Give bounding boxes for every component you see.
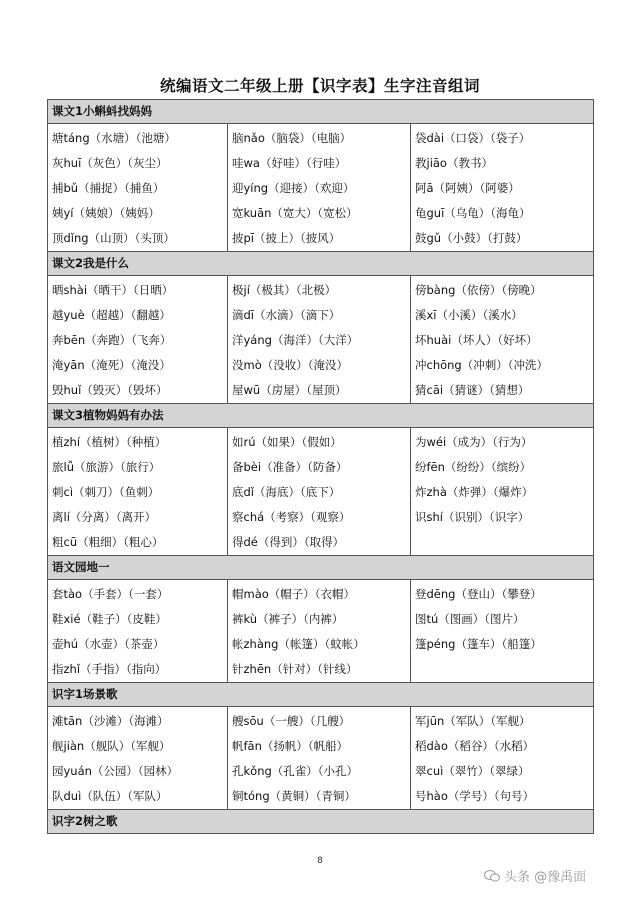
section-heading: 课文1小蝌蚪找妈妈	[48, 100, 594, 124]
character-entry: 孔kǒng（孔雀）（小孔）	[232, 764, 359, 778]
character-entry: 炸zhà（炸弹）（爆炸）	[415, 485, 534, 499]
section-header-row	[48, 810, 594, 834]
character-entry: 灰huī（灰色）（灰尘）	[52, 156, 168, 170]
character-entry: 帆fān（扬帆）（帆船）	[232, 739, 349, 753]
entry-column	[48, 124, 228, 252]
section-body-row	[48, 580, 594, 683]
character-entry: 植zhí（植树）（种植）	[52, 435, 167, 449]
character-entry: 奔bēn（奔跑）（飞奔）	[52, 333, 172, 347]
character-entry: 迎yíng（迎接）（欢迎）	[232, 181, 355, 195]
character-entry: 披pī（披上）（披风）	[232, 231, 341, 245]
entry-column	[228, 428, 411, 556]
character-entry: 鞋xié（鞋子）（皮鞋）	[52, 612, 167, 626]
character-entry: 教jiāo（教书）	[415, 156, 493, 170]
character-entry: 离lí（分离）（离开）	[52, 510, 157, 524]
character-entry: 帐zhàng（帐篷）（蚊帐）	[232, 637, 365, 651]
character-entry: 洋yáng（海洋）（大洋）	[232, 333, 359, 347]
character-entry: 猜cāi（猜谜）（猜想）	[415, 383, 530, 397]
entry-column	[411, 707, 594, 810]
character-entry: 溪xī（小溪）（溪水）	[415, 308, 523, 322]
character-entry: 刺cì（刺刀）（鱼刺）	[52, 485, 160, 499]
character-entry: 如rú（如果）（假如）	[232, 435, 342, 449]
section-header-row	[48, 556, 594, 580]
entry-column	[411, 580, 594, 683]
character-table	[47, 99, 594, 834]
character-entry: 袋dài（口袋）（袋子）	[415, 131, 531, 145]
character-entry: 冲chōng（冲刺）（冲洗）	[415, 358, 548, 372]
section-header-row	[48, 252, 594, 276]
section-heading: 识字1场景歌	[48, 683, 594, 707]
character-entry: 帽mào（帽子）（衣帽）	[232, 587, 356, 601]
character-entry: 淹yān（淹死）（淹没）	[52, 358, 171, 372]
entry-column	[48, 276, 228, 404]
entry-column	[48, 428, 228, 556]
character-entry: 毁huǐ（毁灭）（毁坏）	[52, 383, 168, 397]
character-entry: 宽kuān（宽大）（宽松）	[232, 206, 358, 220]
document-title: 统编语文二年级上册【识字表】生字注音组词	[159, 76, 480, 95]
section-header-row	[48, 100, 594, 124]
entry-column	[411, 276, 594, 404]
character-entry: 滩tān（沙滩）（海滩）	[52, 714, 169, 728]
entry-column	[228, 707, 411, 810]
character-entry: 滴dī（水滴）（滴下）	[232, 308, 341, 322]
section-heading: 课文2我是什么	[48, 252, 594, 276]
character-entry: 屋wū（房屋）（屋顶）	[232, 383, 347, 397]
character-entry: 捕bǔ（捕捉）（捕鱼）	[52, 181, 165, 195]
character-entry: 得dé（得到）（取得）	[232, 535, 345, 549]
entry-column	[48, 580, 228, 683]
entry-column	[228, 276, 411, 404]
character-entry: 为wéi（成为）（行为）	[415, 435, 533, 449]
character-entry: 哇wa（好哇）（行哇）	[232, 156, 347, 170]
character-entry: 纷fēn（纷纷）（缤纷）	[415, 460, 532, 474]
character-entry: 识shí（识别）（识字）	[415, 510, 530, 524]
section-body-row	[48, 124, 594, 252]
character-entry: 阿ā（阿姨）（阿婆）	[415, 181, 520, 195]
character-entry: 极jí（极其）（北极）	[232, 283, 337, 297]
character-entry: 晒shài（晒干）（日晒）	[52, 283, 174, 297]
character-entry: 登dēng（登山）（攀登）	[415, 587, 542, 601]
character-entry: 察chá（考察）（观察）	[232, 510, 351, 524]
section-body-row	[48, 276, 594, 404]
character-entry: 脑nǎo（脑袋）（电脑）	[232, 131, 352, 145]
section-body-row	[48, 707, 594, 810]
character-entry: 针zhēn（针对）（针线）	[232, 662, 358, 676]
entry-column	[411, 124, 594, 252]
character-entry: 龟guī（乌龟）（海龟）	[415, 206, 531, 220]
character-entry: 粗cū（粗细）（粗心）	[52, 535, 164, 549]
character-entry: 姨yí（姨娘）（姨妈）	[52, 206, 160, 220]
character-entry: 园yuán（公园）（园林）	[52, 764, 179, 778]
entry-column	[48, 707, 228, 810]
section-heading: 课文3植物妈妈有办法	[48, 404, 594, 428]
character-entry: 壶hú（水壶）（茶壶）	[52, 637, 165, 651]
section-body-row	[48, 428, 594, 556]
character-entry: 旅lǚ（旅游）（旅行）	[52, 460, 161, 474]
character-entry: 底dǐ（海底）（底下）	[232, 485, 341, 499]
wechat-icon	[484, 870, 500, 882]
entry-column	[228, 580, 411, 683]
section-header-row	[48, 683, 594, 707]
character-entry: 套tào（手套）（一套）	[52, 587, 169, 601]
character-entry: 稻dào（稻谷）（水稻）	[415, 739, 535, 753]
entry-column	[411, 428, 594, 556]
watermark-text: 头条 @豫禹面	[504, 870, 587, 885]
character-entry: 傍bàng（依傍）（傍晚）	[415, 283, 542, 297]
section-heading: 语文园地一	[48, 556, 594, 580]
character-entry: 队duì（队伍）（军队）	[52, 789, 168, 803]
character-entry: 鼓gǔ（小鼓）（打鼓）	[415, 231, 528, 245]
character-entry: 军jūn（军队）（军舰）	[415, 714, 531, 728]
character-entry: 翠cuì（翠竹）（翠绿）	[415, 764, 530, 778]
character-entry: 坏huài（坏人）（好坏）	[415, 333, 538, 347]
character-entry: 塘táng（水塘）（池塘）	[52, 131, 176, 145]
character-entry: 号hào（学号）（句号）	[415, 789, 535, 803]
character-entry: 没mò（没收）（淹没）	[232, 358, 348, 372]
character-entry: 越yuè（超越）（翻越）	[52, 308, 171, 322]
character-entry: 指zhǐ（手指）（指向）	[52, 662, 167, 676]
character-entry: 篷péng（篷车）（船篷）	[415, 637, 542, 651]
character-entry: 顶dǐng（山顶）（头顶）	[52, 231, 175, 245]
character-entry: 图tú（图画）（图片）	[415, 612, 525, 626]
character-entry: 舰jiàn（舰队）（军舰）	[52, 739, 171, 753]
watermark	[484, 866, 586, 885]
character-entry: 备bèi（准备）（防备）	[232, 460, 348, 474]
entry-column	[228, 124, 411, 252]
character-entry: 艘sōu（一艘）（几艘）	[232, 714, 351, 728]
section-heading: 识字2树之歌	[48, 810, 594, 834]
page-number: 8	[317, 856, 323, 866]
character-entry: 铜tóng（黄铜）（青铜）	[232, 789, 356, 803]
section-header-row	[48, 404, 594, 428]
character-entry: 裤kù（裤子）（内裤）	[232, 612, 344, 626]
